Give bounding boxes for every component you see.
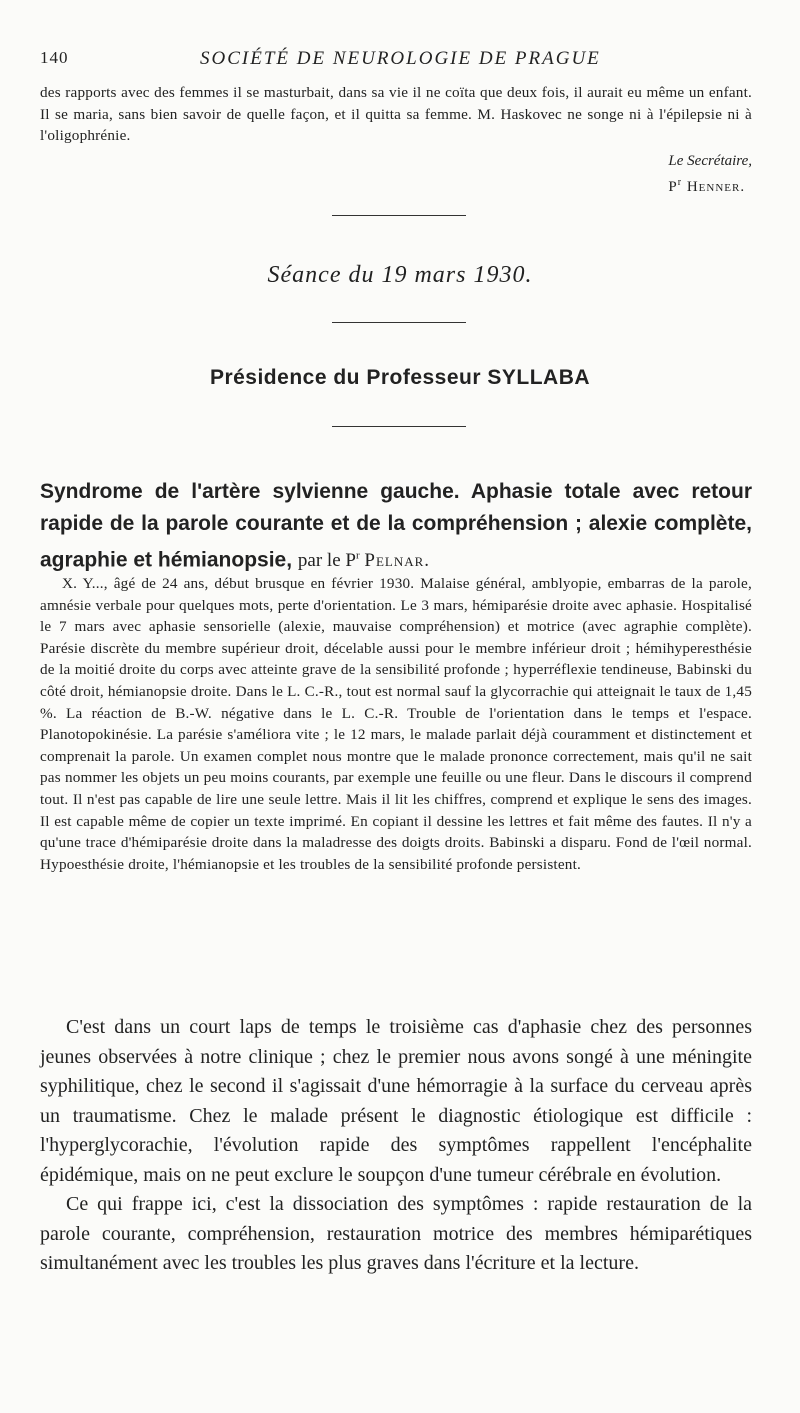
- author-prefix: par le P: [297, 550, 356, 572]
- divider-rule: [332, 322, 466, 323]
- divider-rule: [332, 426, 466, 427]
- session-heading: Séance du 19 mars 1930.: [267, 262, 533, 288]
- signature-role: Le Secrétaire,: [668, 153, 752, 169]
- signature-block: [668, 150, 752, 198]
- signature-name: Henner.: [686, 179, 746, 195]
- signature-title: P: [668, 179, 678, 195]
- article-title-text: Syndrome de l'artère sylvienne gauche. Aphasie totale avec retour rapide de la parole courante et de la compréhension ; alexie complète, agraphie et hémianopsie,: [40, 480, 752, 572]
- author-name: Pelnar.: [364, 550, 431, 572]
- signature-title-sup: r: [677, 177, 683, 188]
- divider-rule: [332, 215, 466, 216]
- body-paragraph: C'est dans un court laps de temps le troisième cas d'aphasie chez des personnes jeunes observées à notre clinique ; chez le premier nous avons songé à une méningite syphilitique, chez le second il s'agissait d'une hémorragie à la surface du cerveau après un traumatisme. Chez le malade présent le diagnostic étiologique est difficile : l'hyperglycorachie, l'évolution rapide des symptômes rappellent l'encéphalite épidémique, mais on ne peut exclure le soupçon d'une tumeur cérébrale en évolution.: [40, 1016, 752, 1186]
- continued-paragraph: des rapports avec des femmes il se masturbait, dans sa vie il ne coïta que deux fois, il aurait eu même un enfant. Il se maria, sans bien savoir de quelle façon, et il quitta sa femme. M. Haskovec ne songe ni à l'épilepsie ni à l'oligophrénie.: [40, 84, 752, 145]
- body-paragraph: Ce qui frappe ici, c'est la dissociation des symptômes : rapide restauration de la parole courante, compréhension, restauration motrice des membres hémiparétiques simultanément avec les troubles les plus graves dans l'écriture et la lecture.: [40, 1193, 752, 1274]
- article-author: [298, 550, 430, 571]
- presidency-heading: Présidence du Professeur SYLLABA: [209, 366, 591, 389]
- author-sup: r: [355, 550, 360, 562]
- journal-title: SOCIÉTÉ DE NEUROLOGIE DE PRAGUE: [200, 48, 601, 69]
- article-title: [40, 476, 752, 577]
- case-report-paragraph: X. Y..., âgé de 24 ans, début brusque en février 1930. Malaise général, amblyopie, embarras de la parole, amnésie verbale pour quelques mots, perte d'orientation. Le 3 mars, hémiparésie droite avec aphasie. Hospitalisé le 7 mars avec aphasie sensorielle (alexie, mauvaise compréhension) et motrice (avec agraphie complète). Parésie discrète du membre supérieur droit, décelable aussi pour le membre inférieur droit ; hémihyperesthésie de la moitié droite du corps avec atteinte grave de la sensibilité profonde ; hyperréflexie tendineuse, Babinski du côté droit, hémianopsie droite. Dans le L. C.-R., tout est normal sauf la glycorrachie qui atteignait le taux de 1,45 %. La réaction de B.-W. négative dans le L. C.-R. Trouble de l'orientation dans le temps et l'espace. Planotopokinésie. La parésie s'améliora vite ; le 12 mars, le malade parlait déjà couramment et distinctement et comprenait la parole. Un examen complet nous montre que le malade prononce correctement, mais qu'il ne sait pas nommer les objets un peu moins courants, par exemple une feuille ou une fleur. Dans le discours il comprend tout. Il n'est pas capable de lire une seule lettre. Mais il lit les chiffres, comprend et explique le sens des images. Il est capable même de copier un texte imprimé. En copiant il dessine les lettres et fait même des fautes. Il n'y a qu'une trace d'hémiparésie droite dans la maladresse des doigts droits. Babinski a disparu. Fond de l'œil normal. Hypoesthésie droite, l'hémianopsie et les troubles de la sensibilité profonde persistent.: [40, 575, 752, 873]
- signature-name-line: [668, 172, 752, 198]
- running-head: [40, 48, 752, 78]
- page-number: 140: [40, 48, 69, 67]
- body-text: [40, 1013, 752, 1279]
